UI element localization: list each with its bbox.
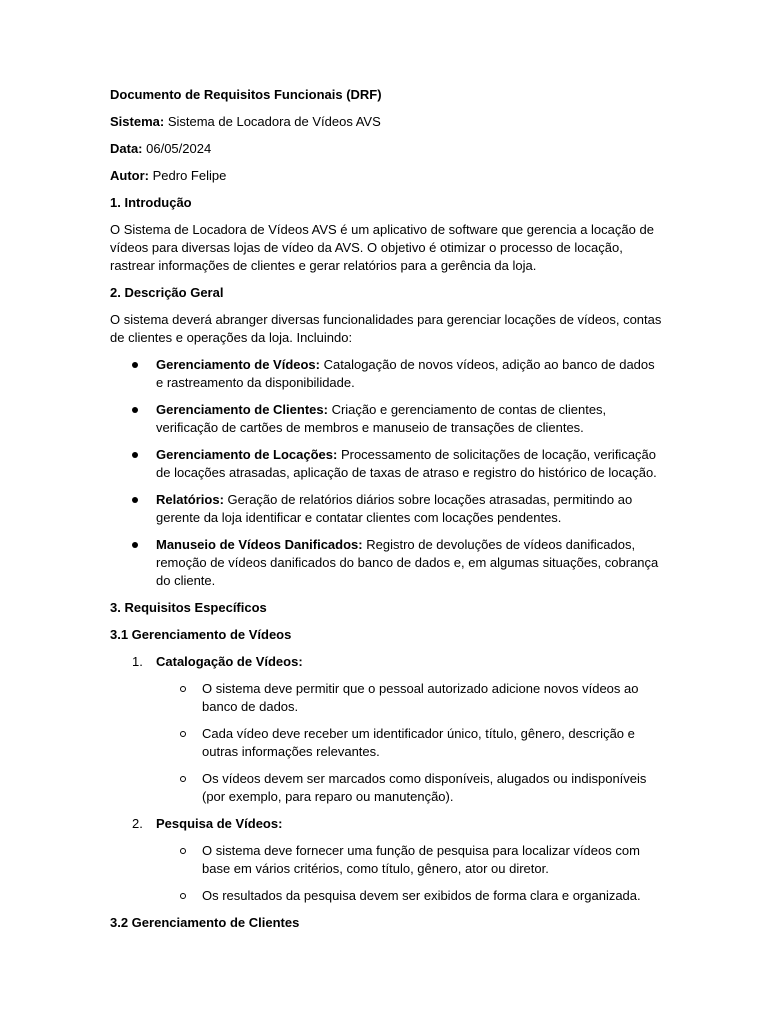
circle-bullet-icon	[180, 776, 186, 782]
sub-item	[110, 725, 662, 761]
bullet-text: Registro de devoluções de vídeos danificados, remoção de vídeos danificados do banco de dados e, em algumas situações, cobrança do cliente.	[156, 537, 659, 588]
bullet-dot-icon	[132, 542, 138, 548]
intro-text: O Sistema de Locadora de Vídeos AVS é um aplicativo de software que gerencia a locação de vídeos para diversas lojas de vídeo da AVS. O objetivo é otimizar o processo de locação, rastrear informações de clientes e gerar relatórios para a gerência da loja.	[110, 222, 654, 273]
meta-date	[110, 140, 662, 158]
bullet-text: Geração de relatórios diários sobre locações atrasadas, permitindo ao gerente da loja identificar e contatar clientes com locações pendentes.	[156, 492, 633, 525]
bullet-item	[110, 356, 662, 392]
bullet-text: Criação e gerenciamento de contas de clientes, verificação de cartões de membros e manuseio de transações de clientes.	[156, 402, 607, 435]
sub-item	[110, 842, 662, 878]
meta-author-label: Autor:	[110, 168, 149, 183]
bullet-term: Gerenciamento de Locações:	[156, 447, 338, 462]
numbered-item-search	[110, 815, 662, 833]
sub-item	[110, 770, 662, 806]
bullet-dot-icon	[132, 497, 138, 503]
sub-item-text: O sistema deve permitir que o pessoal autorizado adicione novos vídeos ao banco de dados.	[202, 681, 639, 714]
section-3-1-heading: 3.1 Gerenciamento de Vídeos	[110, 627, 292, 642]
meta-date-value: 06/05/2024	[142, 141, 212, 156]
sub-item-text: O sistema deve fornecer uma função de pesquisa para localizar vídeos com base em vários critérios, como título, gênero, ator ou diretor.	[202, 843, 640, 876]
overview-heading: 2. Descrição Geral	[110, 285, 224, 300]
item-title: Pesquisa de Vídeos:	[156, 816, 283, 831]
bullet-dot-icon	[132, 452, 138, 458]
item-number: 1.	[132, 654, 143, 669]
specific-heading: 3. Requisitos Específicos	[110, 600, 267, 615]
overview-bullet-list	[110, 356, 662, 590]
sub-item	[110, 887, 662, 905]
numbered-item-catalog	[110, 653, 662, 671]
sub-item-text: Cada vídeo deve receber um identificador único, título, gênero, descrição e outras informações relevantes.	[202, 726, 635, 759]
bullet-item	[110, 536, 662, 590]
circle-bullet-icon	[180, 848, 186, 854]
bullet-dot-icon	[132, 407, 138, 413]
meta-system-value: Sistema de Locadora de Vídeos AVS	[164, 114, 381, 129]
bullet-term: Manuseio de Vídeos Danificados:	[156, 537, 363, 552]
circle-bullet-icon	[180, 731, 186, 737]
meta-date-label: Data:	[110, 141, 143, 156]
document-title: Documento de Requisitos Funcionais (DRF)	[110, 87, 382, 102]
overview-text: O sistema deverá abranger diversas funcionalidades para gerenciar locações de vídeos, contas de clientes e operações da loja. Incluindo:	[110, 312, 662, 345]
bullet-item	[110, 446, 662, 482]
sub-item	[110, 680, 662, 716]
meta-system-label: Sistema:	[110, 114, 165, 129]
bullet-item	[110, 491, 662, 527]
item-number: 2.	[132, 816, 143, 831]
bullet-term: Gerenciamento de Vídeos:	[156, 357, 320, 372]
item-title: Catalogação de Vídeos:	[156, 654, 303, 669]
bullet-item	[110, 401, 662, 437]
document-content	[110, 86, 662, 941]
meta-author-value: Pedro Felipe	[149, 168, 227, 183]
intro-heading: 1. Introdução	[110, 195, 192, 210]
circle-bullet-icon	[180, 686, 186, 692]
bullet-term: Gerenciamento de Clientes:	[156, 402, 328, 417]
sub-item-text: Os resultados da pesquisa devem ser exibidos de forma clara e organizada.	[202, 888, 641, 903]
section-3-2-heading: 3.2 Gerenciamento de Clientes	[110, 915, 300, 930]
meta-author	[110, 167, 662, 185]
bullet-text: Processamento de solicitações de locação, verificação de locações atrasadas, aplicação de taxas de atraso e registro do histórico de locação.	[156, 447, 657, 480]
bullet-term: Relatórios:	[156, 492, 224, 507]
bullet-text: Catalogação de novos vídeos, adição ao banco de dados e rastreamento da disponibilidade.	[156, 357, 655, 390]
circle-bullet-icon	[180, 893, 186, 899]
sub-item-text: Os vídeos devem ser marcados como disponíveis, alugados ou indisponíveis (por exemplo, para reparo ou manutenção).	[202, 771, 647, 804]
bullet-dot-icon	[132, 362, 138, 368]
meta-system	[110, 113, 662, 131]
